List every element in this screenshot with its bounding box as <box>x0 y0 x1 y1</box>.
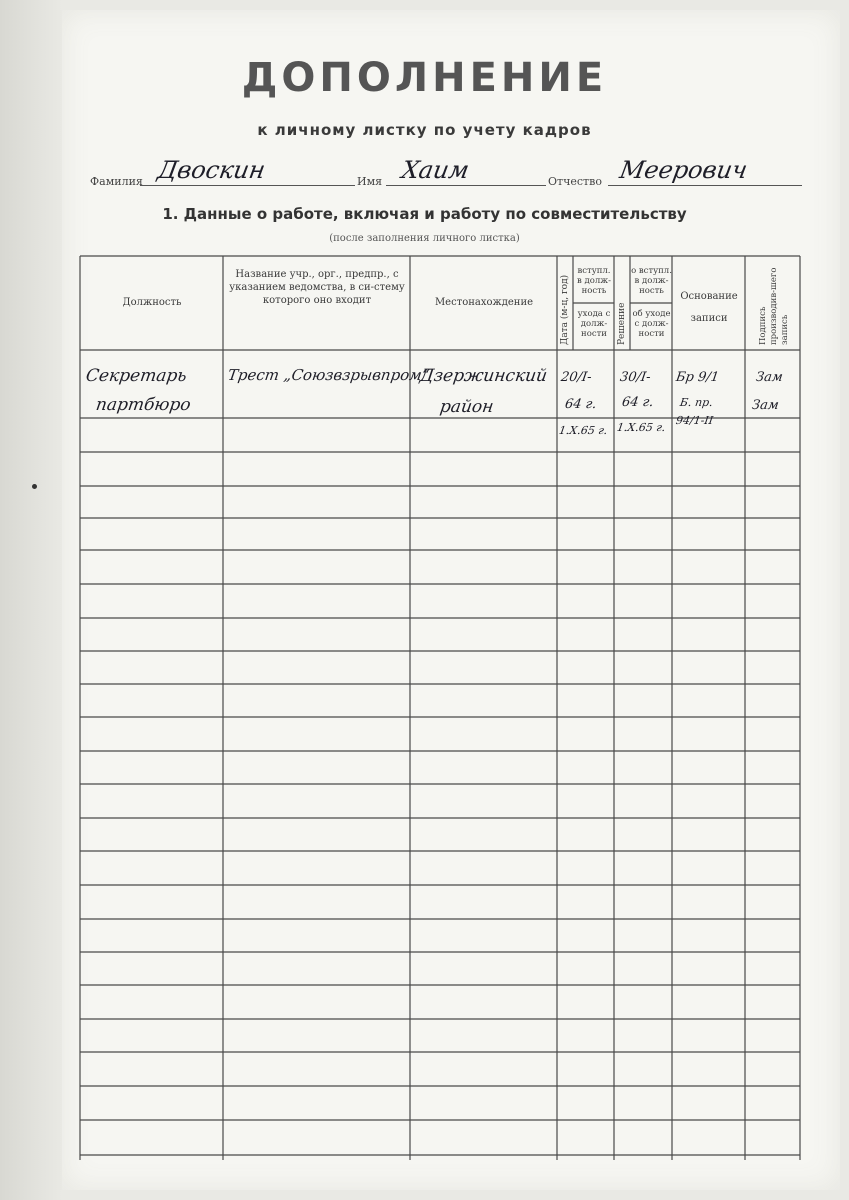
header-date-in: вступл. в долж-ность <box>577 266 611 296</box>
patronymic-value: Меерович <box>617 156 750 184</box>
header-decision-in: о вступл. в долж-ность <box>631 266 672 296</box>
cell-basis-line1: Бр 9/1 <box>674 370 720 385</box>
scan-edge-shadow <box>0 0 62 1200</box>
name-value: Хаим <box>399 156 472 184</box>
section-note: (после заполнения личного листка) <box>329 233 520 244</box>
header-decision-rotated: Решение <box>617 302 627 345</box>
header-decision-out: об уходе с долж-ности <box>632 309 671 339</box>
cell-basis-line2: Б. пр. <box>679 396 714 409</box>
header-date-out: ухода с долж-ности <box>577 309 611 339</box>
cell-decision-out: 1.Х.65 г. <box>616 421 667 434</box>
header-basis: Основание записи <box>680 291 738 324</box>
cell-date-out: 1.Х.65 г. <box>558 424 609 437</box>
header-signature: Подпись производив-шего запись <box>758 267 790 345</box>
name-label: Имя <box>357 175 383 188</box>
cell-location-line1: Дзержинский <box>418 366 549 386</box>
header-org: Название учр., орг., предпр., с указанием ведомства, в си-стему которого оно входит <box>229 269 405 306</box>
cell-sign-line1: Зам <box>754 370 784 385</box>
patronymic-label: Отчество <box>548 175 602 188</box>
surname-label: Фамилия <box>90 175 143 188</box>
punch-mark <box>32 484 37 489</box>
cell-position-line1: Секретарь <box>84 366 188 386</box>
cell-org: Трест „Союзвзрывпром“ <box>226 366 431 384</box>
section-title: 1. Данные о работе, включая и работу по совместительству <box>162 205 687 223</box>
cell-decision-in-line1: 30/I- <box>618 370 652 385</box>
form-subtitle: к личному листку по учету кадров <box>257 121 592 139</box>
surname-value: Двоскин <box>155 156 268 184</box>
cell-date-in-line1: 20/I- <box>559 370 593 385</box>
cell-location-line2: район <box>438 397 495 417</box>
cell-date-in-line2: 64 г. <box>563 397 598 412</box>
form-title: ДОПОЛНЕНИЕ <box>241 55 608 101</box>
header-date-rotated: Дата (м-ц, год) <box>560 274 570 345</box>
fio-row <box>90 156 802 188</box>
cell-basis-line3: 94/1-II <box>675 414 715 427</box>
header-position: Должность <box>122 297 182 308</box>
cell-sign-line2: Зам <box>750 398 780 413</box>
header-location: Местонахождение <box>434 297 534 308</box>
cell-position-line2: партбюро <box>94 395 192 415</box>
cell-decision-in-line2: 64 г. <box>620 395 655 410</box>
